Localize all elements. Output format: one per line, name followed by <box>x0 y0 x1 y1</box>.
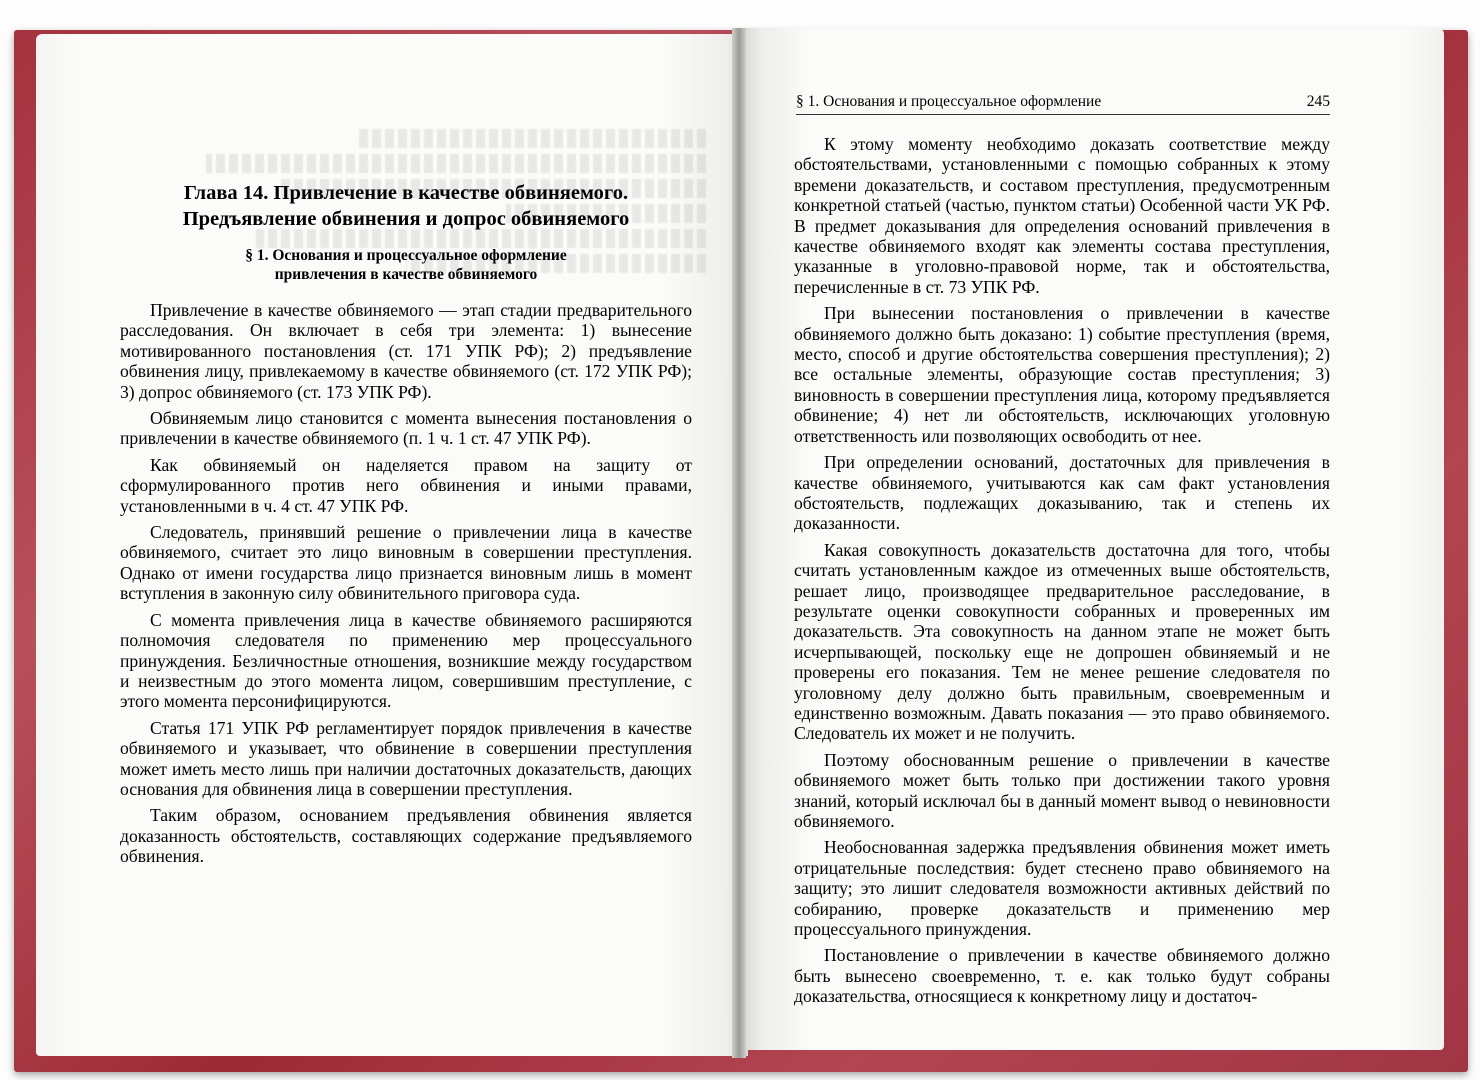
paragraph: Таким образом, основанием предъявления обвинения является доказанность обстоятельств, составляющих содержание предъявляемого обвинения. <box>120 805 692 867</box>
paragraph: Привлечение в качестве обвиняемого — этап стадии предварительного расследования. Он включает в себя три элемента: 1) вынесение мотивированного постановления (ст. 171 УПК РФ); 2) предъявление обвинения лицу, привлекаемому в качестве обвиняемого (ст. 172 УПК РФ); 3) допрос обвиняемого (ст. 173 УПК РФ). <box>120 300 692 402</box>
paragraph: Статья 171 УПК РФ регламентирует порядок привлечения в качестве обвиняемого и указывает, что обвинение в совершении преступления может иметь место лишь при наличии достаточных доказательств, дающих основания для обвинения лица в совершении преступления. <box>120 717 692 799</box>
paragraph: Следователь, принявший решение о привлечении лица в качестве обвиняемого, считает это лицо виновным в совершении преступления. Однако от имени государства лицо признается виновным лишь в момент вступления в законную силу обвинительного приговора суда. <box>120 522 692 604</box>
paragraph: Поэтому обоснованным решение о привлечении в качестве обвиняемого может быть только при достижении такого уровня знаний, который исключал бы в данный момент вывод о невиновности обвиняемого. <box>794 749 1330 831</box>
section-title-line-2: привлечения в качестве обвиняемого <box>274 266 538 283</box>
paragraph: Обвиняемым лицо становится с момента вынесения постановления о привлечении в качестве обвиняемого (п. 1 ч. 1 ст. 47 УПК РФ). <box>120 408 692 449</box>
left-page-text <box>120 180 692 873</box>
page-number: 245 <box>1306 93 1330 110</box>
paragraph: При определении оснований, достаточных для привлечения в качестве обвиняемого, учитываются как сам факт установления обстоятельств, подлежащих доказыванию, так и степень их доказанности. <box>794 452 1330 534</box>
running-head-title: § 1. Основания и процессуальное оформление <box>796 93 1102 110</box>
section-title <box>120 246 692 284</box>
running-head <box>796 92 1330 115</box>
paragraph: С момента привлечения лица в качестве обвиняемого расширяются полномочия следователя по применению мер процессуального принуждения. Безличностные отношения, возникшие между государством и неизвестным до этого момента лицом, совершившим преступление, с этого момента персонифицируются. <box>120 609 692 712</box>
book-gutter <box>732 28 746 1058</box>
right-page-text <box>794 134 1330 1013</box>
paragraph: К этому моменту необходимо доказать соответствие между обстоятельствами, установленными с помощью собранных к этому времени доказательств, и составом преступления, предусмотренным конкретной статьей (частью, пунктом статьи) Особенной части УК РФ. В предмет доказывания для определения оснований привлечения в качестве обвиняемого входят как элементы состава преступления, указанные в уголовно-правовой норме, так и обстоятельства, перечисленные в ст. 73 УПК РФ. <box>794 134 1330 297</box>
paragraph: Как обвиняемый он наделяется правом на защиту от сформулированного против него обвинения и иными правами, установленными в ч. 4 ст. 47 УПК РФ. <box>120 454 692 516</box>
chapter-title-line-2: Предъявление обвинения и допрос обвиняемого <box>182 208 630 230</box>
paragraph: Необоснованная задержка предъявления обвинения может иметь отрицательные последствия: будет стеснено право обвиняемого на защиту; это лишит следователя возможности активных действий по собиранию, проверке доказательств и применению мер процессуального принуждения. <box>794 837 1330 940</box>
section-title-line-1: § 1. Основания и процессуальное оформление <box>245 247 567 264</box>
paragraph: Постановление о привлечении в качестве обвиняемого должно быть вынесено своевременно, т. е. как только будут собраны доказательства, относящиеся к конкретному лицу и достаточ- <box>794 945 1330 1007</box>
chapter-title-line-1: Глава 14. Привлечение в качестве обвиняемого. <box>183 182 629 204</box>
paragraph: Какая совокупность доказательств достаточна для того, чтобы считать установленным каждое из отмеченных выше обстоятельств, решает лицо, производящее предварительное расследование, в результате оценки совокупности собранных и проверенных им доказательств. Эта совокупность на данном этапе не может быть исчерпывающей, поскольку еще не допрошен обвиняемый и не проверены его показания. Тем не менее решение следователя по уголовному делу должно быть правильным, своевременным и единственно возможным. Давать показания — это право обвиняемого. Следователь их может и не получить. <box>794 539 1330 744</box>
paragraph: При вынесении постановления о привлечении в качестве обвиняемого должно быть доказано: 1) событие преступления (время, место, способ и другие обстоятельства совершения преступления); 2) все остальные элементы, образующие состав преступления; 3) виновность в совершении преступления лица, которому предъявляется обвинение; 4) нет ли обстоятельств, исключающих уголовную ответственность или позволяющих освободить от нее. <box>794 303 1330 446</box>
chapter-title <box>120 180 692 232</box>
